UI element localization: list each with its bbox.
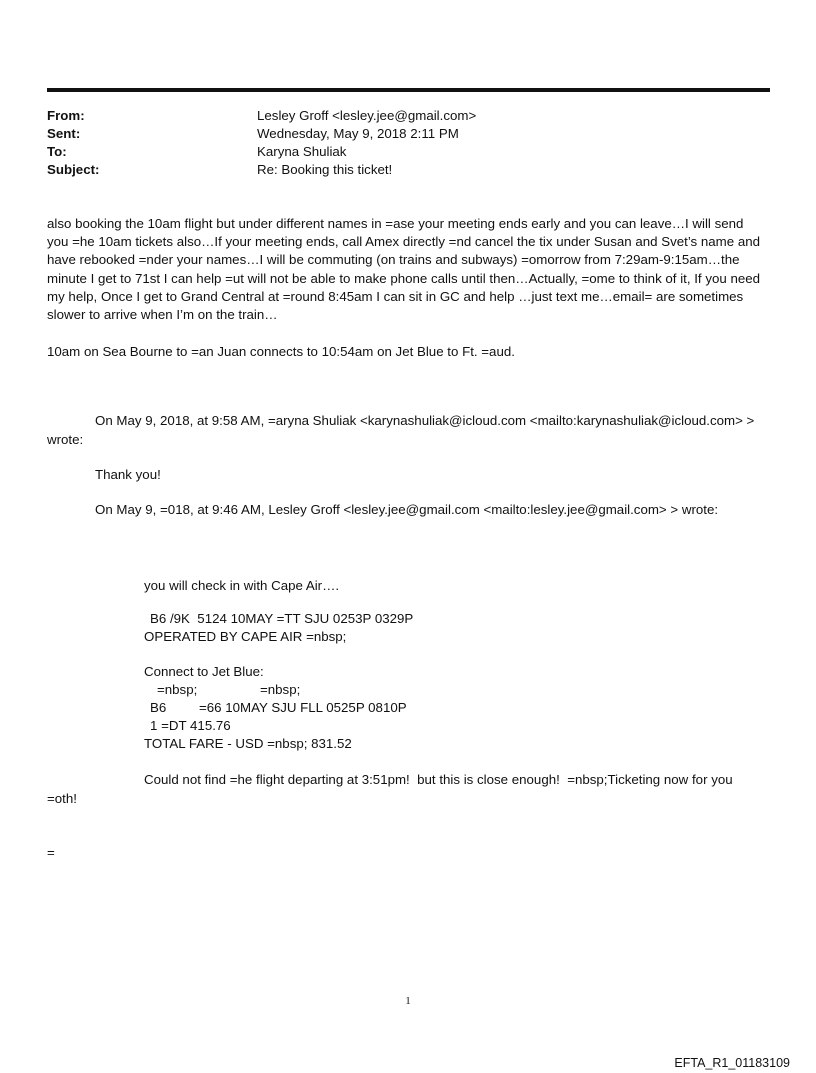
flight2-code: B6 [150,700,167,715]
flight2-rest: =66 10MAY SJU FLL 0525P 0810P [199,700,407,715]
from-label: From: [47,108,85,123]
page-number: 1 [405,995,411,1007]
sent-value: Wednesday, May 9, 2018 2:11 PM [257,126,459,141]
nbsp-a: =nbsp; [157,682,198,697]
from-row [47,107,767,125]
quote2-line: On May 9, =018, at 9:46 AM, Lesley Groff <lesley.jee@gmail.com <mailto:lesley.jee@gmail.com> > wrote: [95,502,719,517]
fare-line: 1 =DT 415.76 [150,718,231,733]
thanks-text: Thank you! [95,467,161,482]
quote1-line2: wrote: [47,432,84,447]
from-value: Lesley Groff <lesley.jee@gmail.com> [257,108,477,123]
operated-line: OPERATED BY CAPE AIR =nbsp; [144,629,347,644]
nbsp-b: =nbsp; [260,682,301,697]
couldnot-line: Could not find =he flight departing at 3:51pm! but this is close enough! =nbsp;Ticketing now for you [144,772,733,787]
to-label: To: [47,144,67,159]
body-paragraph-2: 10am on Sea Bourne to =an Juan connects to 10:54am on Jet Blue to Ft. =aud. [47,344,515,359]
quote1-line1: On May 9, 2018, at 9:58 AM, =aryna Shuliak <karynashuliak@icloud.com <mailto:karynashuliak@icloud.com> > [95,413,755,428]
connect-line: Connect to Jet Blue: [144,664,264,679]
email-body [47,215,762,324]
sent-label: Sent: [47,126,81,141]
to-row [47,143,767,161]
trailing-equals: = [47,845,55,860]
both-line: =oth! [47,791,77,806]
bates-number: EFTA_R1_01183109 [674,1056,790,1070]
checkin-text: you will check in with Cape Air…. [144,578,340,593]
subject-label: Subject: [47,162,100,177]
flight1-line: B6 /9K 5124 10MAY =TT SJU 0253P 0329P [150,611,414,626]
total-fare-line: TOTAL FARE - USD =nbsp; 831.52 [144,736,352,751]
header-divider [47,88,770,92]
subject-row [47,161,767,179]
subject-value: Re: Booking this ticket! [257,162,393,177]
to-value: Karyna Shuliak [257,144,347,159]
sent-row [47,125,767,143]
body-paragraph-1: also booking the 10am flight but under different names in =ase your meeting ends early and you can leave…I will send you =he 10am tickets also…If your meeting ends, call Amex directly =nd cancel the tix under Susan and Svet’s name and have rebooked =nder your names…I will be commuting (on trains and subways) =omorrow from 7:29am-9:15am…the minute I get to 71st I can help =ut will not be able to make phone calls until then…Actually, =ome to think of it, If you need my help, Once I get to Grand Central at =round 8:45am I can sit in GC and help …just text me…email= are sometimes slower to arrive when I’m on the train… [47,216,764,323]
email-header [47,107,767,179]
